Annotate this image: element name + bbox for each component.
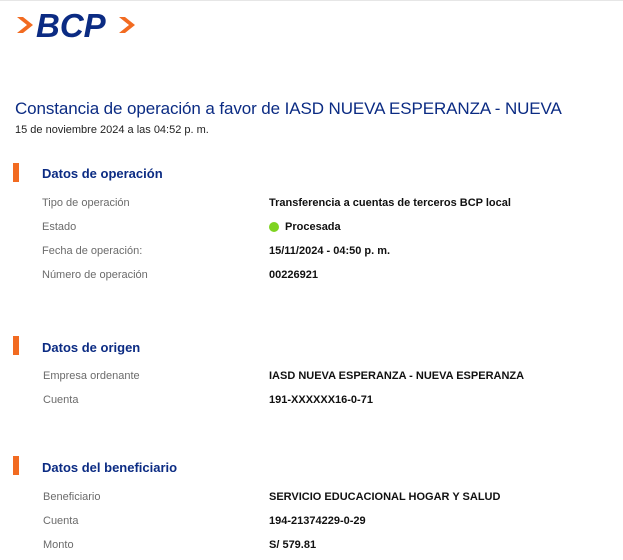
label-cuenta-origen: Cuenta [43,394,79,406]
top-divider [0,0,623,1]
value-tipo-operacion: Transferencia a cuentas de terceros BCP local [269,197,511,209]
label-tipo-operacion: Tipo de operación [42,197,130,209]
value-monto: S/ 579.81 [269,539,317,551]
value-fecha-operacion: 15/11/2024 - 04:50 p. m. [269,245,391,257]
label-beneficiario: Beneficiario [43,491,101,503]
label-monto: Monto [43,539,74,551]
section-title-operacion: Datos de operación [42,166,163,181]
bcp-logo [14,8,144,42]
section-title-origen: Datos de origen [42,340,141,355]
status-dot-icon [269,222,279,232]
section-marker [13,163,19,182]
label-estado: Estado [42,221,77,233]
value-cuenta-origen: 191-XXXXXX16-0-71 [269,394,373,406]
label-fecha-operacion: Fecha de operación: [42,245,143,257]
operation-timestamp: 15 de noviembre 2024 a las 04:52 p. m. [15,124,209,136]
value-numero-operacion: 00226921 [269,269,318,281]
label-empresa-ordenante: Empresa ordenante [43,370,140,382]
value-beneficiario: SERVICIO EDUCACIONAL HOGAR Y SALUD [269,491,501,503]
section-title-beneficiario: Datos del beneficiario [42,460,178,475]
value-empresa-ordenante: IASD NUEVA ESPERANZA - NUEVA ESPERANZA [269,370,525,382]
value-cuenta-beneficiario: 194-21374229-0-29 [269,515,366,527]
section-marker [13,456,19,475]
label-cuenta-beneficiario: Cuenta [43,515,79,527]
section-marker [13,336,19,355]
page-title: Constancia de operación a favor de IASD NUEVA ESPERANZA - NUEVA [15,99,562,118]
label-numero-operacion: Número de operación [42,269,148,281]
status-badge: Procesada [285,221,341,233]
svg-text:BCP: BCP [36,8,106,42]
